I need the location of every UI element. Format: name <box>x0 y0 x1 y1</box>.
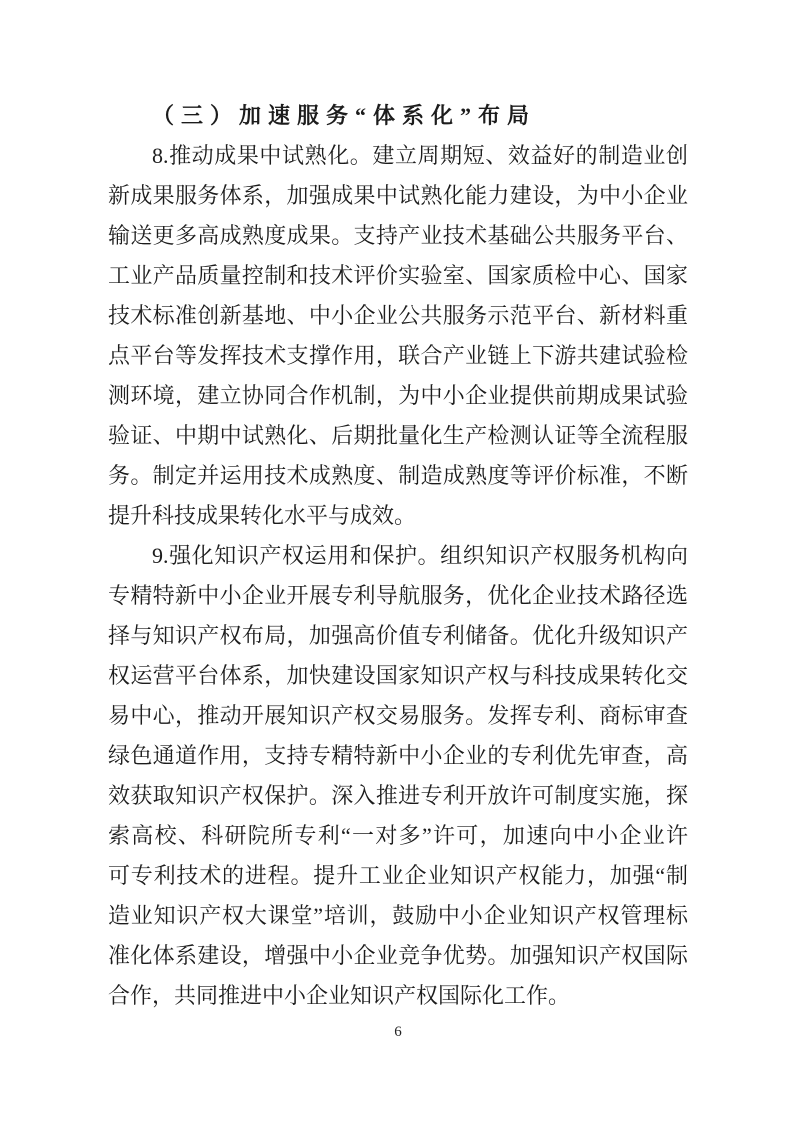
paragraph-line: 择与知识产权布局，加强高价值专利储备。优化升级知识产 <box>108 623 688 648</box>
paragraph-line: 准化体系建设，增强中小企业竞争优势。加强知识产权国际 <box>108 943 688 968</box>
paragraph-line: 验证、中期中试熟化、后期批量化生产检测认证等全流程服 <box>108 423 688 448</box>
paragraph-line: 点平台等发挥技术支撑作用，联合产业链上下游共建试验检 <box>108 343 688 368</box>
paragraph-line: 工业产品质量控制和技术评价实验室、国家质检中心、国家 <box>108 263 688 288</box>
paragraph-line: 技术标准创新基地、中小企业公共服务示范平台、新材料重 <box>108 303 688 328</box>
paragraph-line: 测环境，建立协同合作机制，为中小企业提供前期成果试验 <box>108 383 688 408</box>
page-number: 6 <box>394 1024 402 1040</box>
paragraph-line: 8.推动成果中试熟化。建立周期短、效益好的制造业创 <box>152 143 688 168</box>
paragraph-line: 易中心，推动开展知识产权交易服务。发挥专利、商标审查 <box>108 703 688 728</box>
paragraph-8 <box>108 136 688 536</box>
paragraph-line: 输送更多高成熟度成果。支持产业技术基础公共服务平台、 <box>108 223 688 248</box>
paragraph-line: 提升科技成果转化水平与成效。 <box>108 503 417 528</box>
paragraph-line: 新成果服务体系，加强成果中试熟化能力建设，为中小企业 <box>108 183 688 208</box>
paragraph-line: 专精特新中小企业开展专利导航服务，优化企业技术路径选 <box>108 583 688 608</box>
paragraph-line: 效获取知识产权保护。深入推进专利开放许可制度实施，探 <box>108 783 688 808</box>
paragraph-line: 索高校、科研院所专利“一对多”许可，加速向中小企业许 <box>108 823 688 848</box>
paragraph-line: 造业知识产权大课堂”培训，鼓励中小企业知识产权管理标 <box>108 903 688 928</box>
paragraph-line: 9.强化知识产权运用和保护。组织知识产权服务机构向 <box>152 543 688 568</box>
paragraph-line: 合作，共同推进中小企业知识产权国际化工作。 <box>108 983 571 1008</box>
section-heading: （三）加速服务“体系化”布局 <box>152 103 537 128</box>
paragraph-line: 可专利技术的进程。提升工业企业知识产权能力，加强“制 <box>108 863 688 888</box>
paragraph-9 <box>108 536 688 1016</box>
paragraph-line: 权运营平台体系，加快建设国家知识产权与科技成果转化交 <box>108 663 688 688</box>
paragraph-line: 务。制定并运用技术成熟度、制造成熟度等评价标准，不断 <box>108 463 688 488</box>
paragraph-line: 绿色通道作用，支持专精特新中小企业的专利优先审查，高 <box>108 743 688 768</box>
